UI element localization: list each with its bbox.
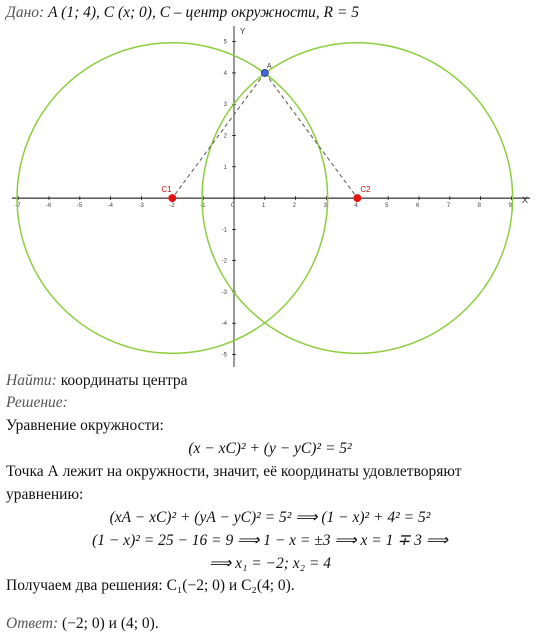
x-tick-label: -1	[200, 203, 206, 210]
center-c2	[353, 194, 361, 202]
x-tick-label: 0	[231, 203, 235, 210]
y-axis-label: Y	[240, 27, 246, 36]
x-axis-label: X	[522, 195, 529, 206]
find-text: координаты центра	[60, 372, 188, 389]
segment-a-c1	[172, 70, 265, 198]
equation-substitution: (xA − xC)² + (yA − yC)² = 5² ⟹ (1 − x)² + 4² = 5²	[109, 509, 431, 526]
find-label: Найти:	[6, 372, 57, 389]
x-tick-label: 8	[477, 203, 482, 210]
equation-circle: (x − xC)² + (y − yC)² = 5²	[188, 440, 352, 457]
solution-line-3: уравнению:	[6, 486, 84, 503]
x-tick-label: 3	[323, 203, 327, 210]
answer-text: (−2; 0) и (4; 0).	[62, 615, 159, 632]
x-tick-label: 9	[508, 203, 512, 210]
y-tick-label: 4	[223, 70, 227, 77]
coordinate-graph	[0, 24, 540, 369]
center-c1	[168, 194, 176, 202]
y-tick-label: 5	[223, 39, 227, 46]
point-a	[261, 69, 268, 76]
y-tick-label: -3	[221, 289, 227, 296]
x-tick-label: -4	[107, 203, 114, 210]
x-tick-label: 1	[261, 203, 266, 210]
y-tick-label: -5	[221, 352, 227, 359]
given-text: A (1; 4), C (x; 0), C – центр окружности, R = 5	[48, 4, 359, 21]
y-tick-label: -4	[221, 321, 227, 328]
x-tick-label: -2	[169, 203, 175, 210]
x-tick-label: -6	[46, 203, 52, 210]
center-c2-label: C2	[360, 185, 371, 195]
solution-line-4: Получаем два решения: C₁(−2; 0) и C₂(4; 0).	[6, 577, 295, 594]
x-tick-label: 2	[292, 203, 297, 210]
find-line	[6, 372, 188, 390]
y-tick-label: 3	[223, 102, 227, 109]
x-tick-label: 6	[416, 203, 420, 210]
solution-line-1: Уравнение окружности:	[6, 417, 164, 434]
x-tick-label: 4	[354, 203, 358, 210]
x-tick-label: 7	[446, 203, 451, 210]
given-line	[6, 4, 359, 22]
solution-label: Решение:	[6, 394, 68, 411]
y-tick-label: 1	[223, 164, 227, 171]
y-tick-label: -1	[221, 227, 227, 234]
segment-a-c2	[265, 73, 358, 198]
point-a-label: A	[266, 62, 272, 70]
given-label: Дано:	[6, 4, 45, 21]
answer-line	[6, 615, 159, 633]
center-c1-label: C1	[161, 185, 172, 195]
answer-label: Ответ:	[6, 615, 59, 632]
y-tick-label: -2	[221, 258, 227, 265]
x-tick-label: -3	[138, 203, 144, 210]
solution-line-2: Точка А лежит на окружности, значит, её координаты удовлетворяют	[6, 463, 462, 480]
y-tick-label: 2	[223, 133, 227, 140]
equation-solve: (1 − x)² = 25 − 16 = 9 ⟹ 1 − x = ±3 ⟹ x = 1 ∓ 3 ⟹	[92, 532, 448, 549]
x-tick-label: -5	[76, 203, 83, 210]
x-tick-label: 5	[385, 203, 389, 210]
x-tick-label: -7	[15, 203, 21, 210]
equation-roots: ⟹ x₁ = −2; x₂ = 4	[208, 555, 332, 572]
